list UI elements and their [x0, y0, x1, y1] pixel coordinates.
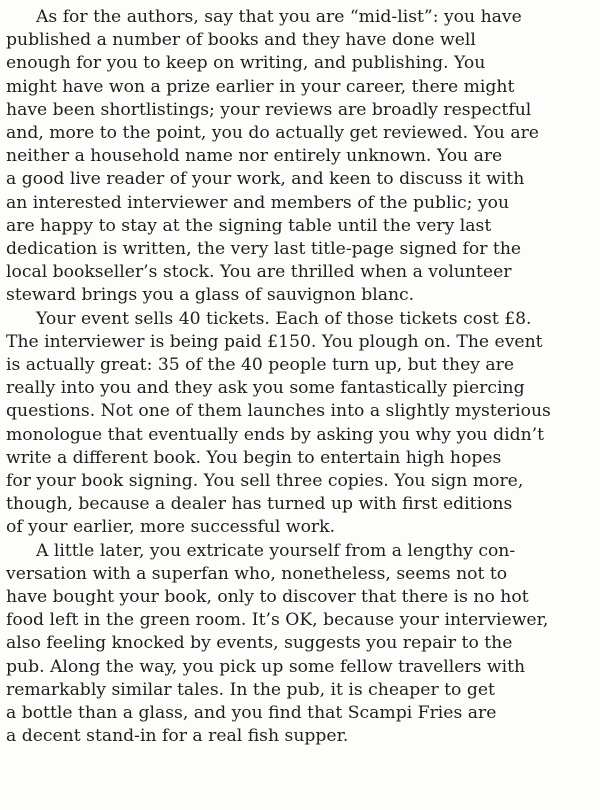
text-line: an interested interviewer and members of the public; you: [6, 192, 510, 213]
text-line: a decent stand-in for a real fish supper.: [6, 726, 349, 747]
text-line: are happy to stay at the signing table until the very last: [6, 215, 492, 236]
text-line: The interviewer is being paid £150. You plough on. The event: [6, 331, 543, 352]
text-line: food left in the green room. It’s OK, because your interviewer,: [6, 610, 549, 631]
text-line: have been shortlistings; your reviews are broadly respectful: [6, 99, 532, 120]
text-line: local bookseller’s stock. You are thrilled when a volunteer: [6, 262, 512, 283]
text-line: A little later, you extricate yourself from a lengthy con-: [36, 540, 516, 561]
text-line: enough for you to keep on writing, and publishing. You: [6, 53, 486, 74]
text-line: though, because a dealer has turned up with first editions: [6, 494, 513, 515]
text-line: pub. Along the way, you pick up some fellow travellers with: [6, 656, 526, 677]
text-line: also feeling knocked by events, suggests you repair to the: [6, 633, 513, 654]
text-line: for your book signing. You sell three copies. You sign more,: [6, 471, 524, 492]
text-line: and, more to the point, you do actually get reviewed. You are: [6, 123, 539, 144]
text-line: really into you and they ask you some fantastically piercing: [6, 378, 525, 399]
article-paragraph: [6, 6, 594, 308]
text-line: Your event sells 40 tickets. Each of those tickets cost £8.: [36, 308, 532, 329]
article-paragraph: [6, 308, 594, 540]
text-line: monologue that eventually ends by asking you why you didn’t: [6, 424, 545, 445]
text-line: have bought your book, only to discover that there is no hot: [6, 587, 529, 608]
article-column: [6, 6, 594, 749]
text-line: published a number of books and they have done well: [6, 30, 476, 51]
text-line: As for the authors, say that you are “mid-list”: you have: [36, 7, 522, 27]
text-line: a good live reader of your work, and keen to discuss it with: [6, 169, 525, 190]
text-line: neither a household name nor entirely unknown. You are: [6, 146, 503, 167]
text-line: remarkably similar tales. In the pub, it is cheaper to get: [6, 679, 495, 700]
text-line: of your earlier, more successful work.: [6, 517, 336, 538]
text-line: is actually great: 35 of the 40 people turn up, but they are: [6, 355, 515, 376]
text-line: dedication is written, the very last title-page signed for the: [6, 239, 522, 260]
text-line: questions. Not one of them launches into a slightly mysterious: [6, 401, 551, 422]
text-line: versation with a superfan who, nonetheless, seems not to: [6, 563, 508, 584]
article-paragraph: [6, 540, 594, 749]
text-line: steward brings you a glass of sauvignon blanc.: [6, 285, 415, 306]
text-line: write a different book. You begin to entertain high hopes: [6, 447, 502, 468]
text-line: a bottle than a glass, and you find that Scampi Fries are: [6, 703, 497, 724]
text-line: might have won a prize earlier in your career, there might: [6, 76, 515, 97]
